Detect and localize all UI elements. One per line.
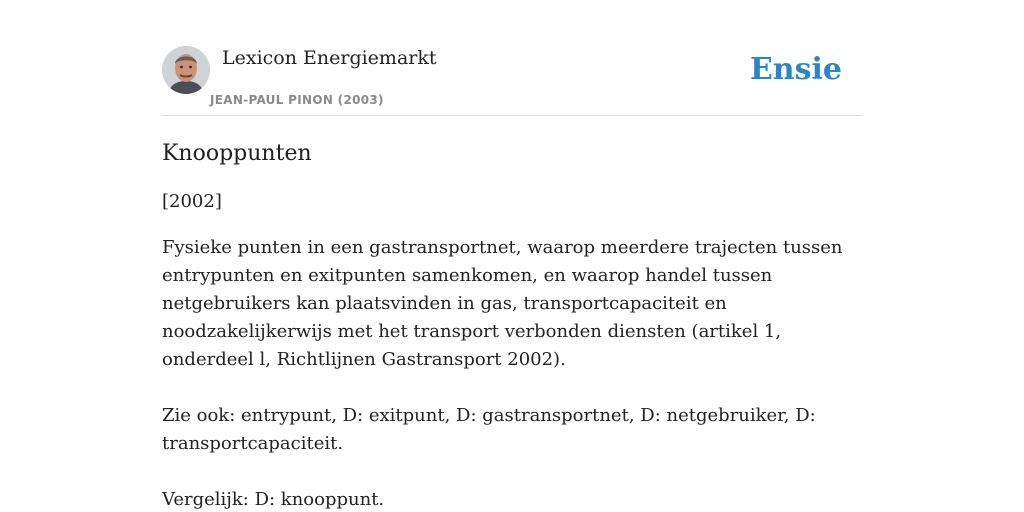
- entry-content: [162, 138, 862, 512]
- entry-definition: Fysieke punten in een gastransportnet, waarop meerdere trajecten tussen entrypunten en exitpunten samenkomen, en waarop handel tussen netgebruikers kan plaatsvinden in gas, transportcapaciteit en noodzakelijkerwijs met het transport verbonden diensten (artikel 1, onderdeel l, Richtlijnen Gastransport 2002).: [162, 237, 843, 370]
- book-title[interactable]: Lexicon Energiemarkt: [222, 47, 437, 69]
- brand-logo[interactable]: Ensie: [749, 52, 842, 87]
- author-avatar[interactable]: [162, 46, 210, 94]
- entry-see-also: Zie ook: entrypunt, D: exitpunt, D: gastransportnet, D: netgebruiker, D: transportcapaciteit.: [162, 405, 816, 454]
- entry-year: [2002]: [162, 191, 222, 212]
- entry-term: Knooppunten: [162, 141, 312, 166]
- author-name[interactable]: JEAN-PAUL PINON (2003): [210, 93, 384, 107]
- header: [162, 46, 862, 116]
- entry-compare: Vergelijk: D: knooppunt.: [162, 489, 385, 510]
- author-portrait-icon: [162, 46, 210, 94]
